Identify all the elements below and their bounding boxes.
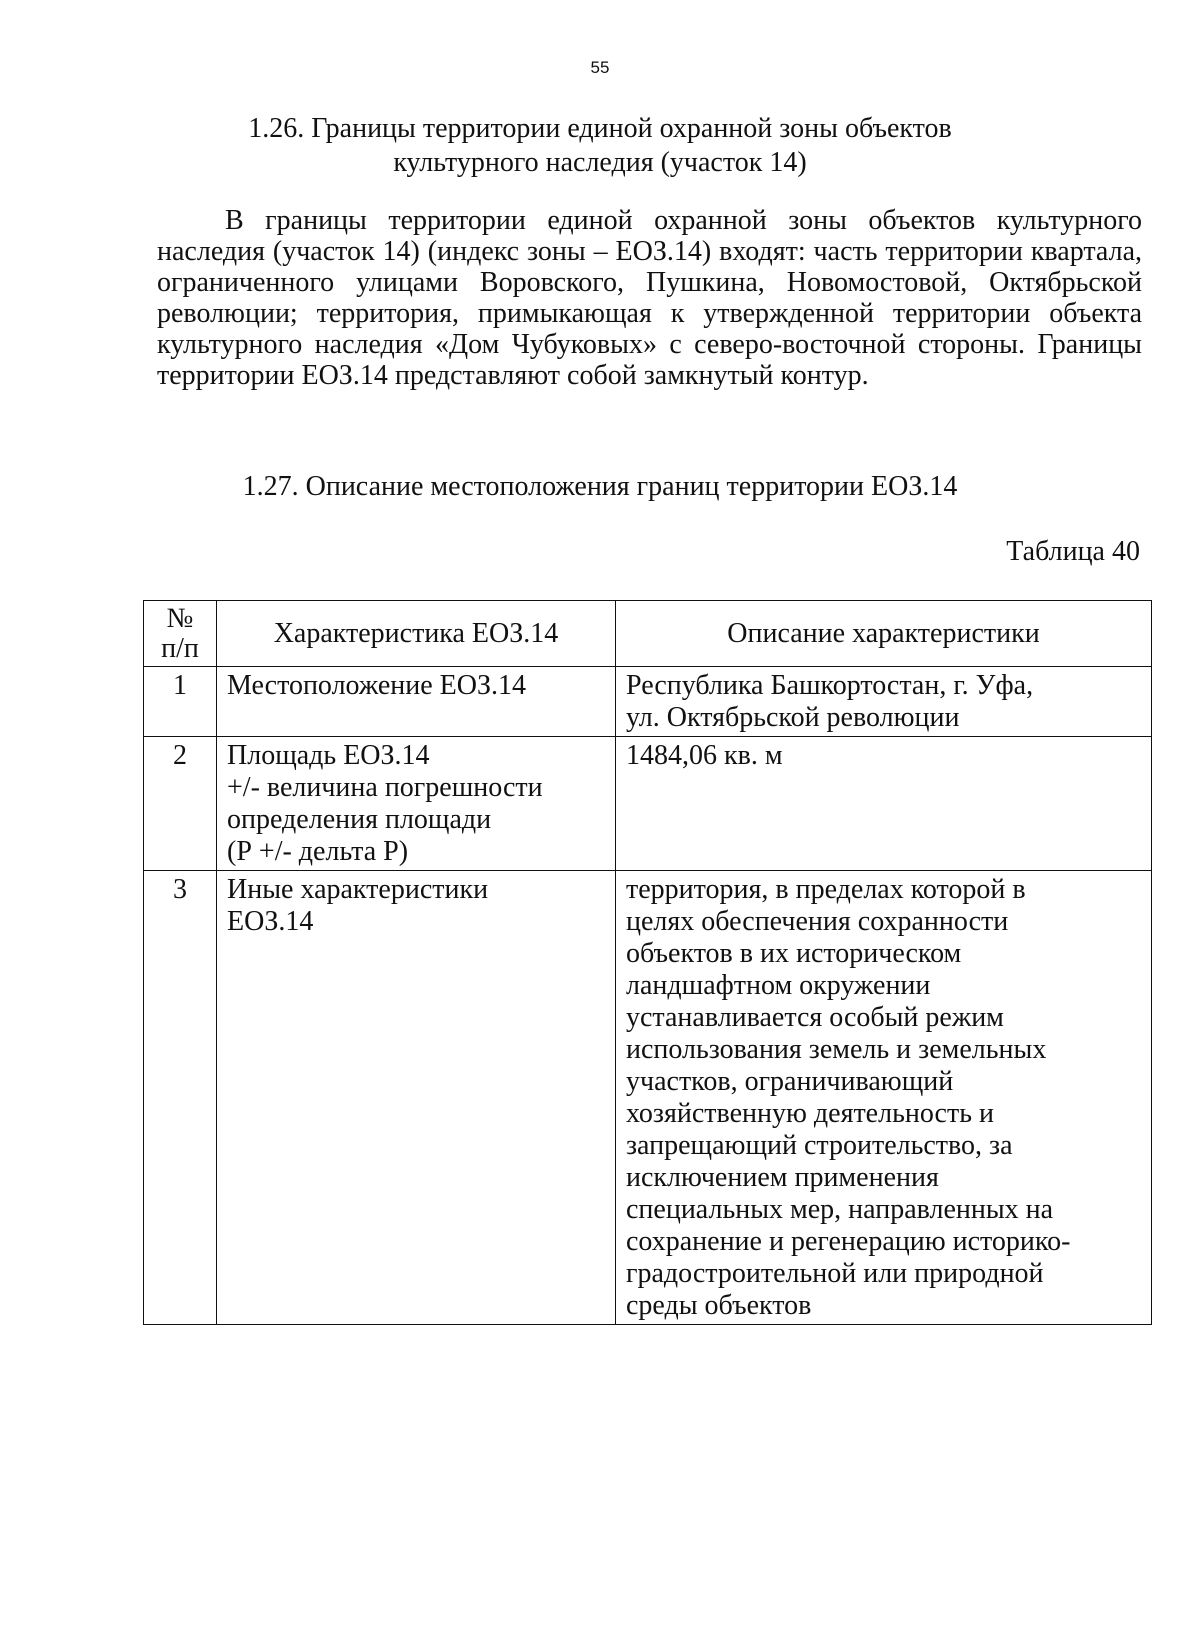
- row-characteristic: Площадь ЕОЗ.14 +/- величина погрешности определения площади (Р +/- дельта Р): [217, 737, 616, 871]
- section-title-line-2: культурного наследия (участок 14): [393, 147, 807, 178]
- header-number: № п/п: [144, 601, 217, 667]
- row-number: 3: [144, 871, 217, 1325]
- section-title: [150, 112, 1050, 180]
- table-header-row: [144, 601, 1152, 667]
- table-row: [144, 667, 1152, 737]
- subsection-title: 1.27. Описание местоположения границ территории ЕОЗ.14: [242, 471, 958, 502]
- row-description: 1484,06 кв. м: [616, 737, 1152, 871]
- row-number: 2: [144, 737, 217, 871]
- table-row: [144, 737, 1152, 871]
- section-title-line-1: 1.26. Границы территории единой охранной зоны объектов: [248, 113, 952, 144]
- header-characteristic: Характеристика ЕОЗ.14: [217, 601, 616, 667]
- page-number: 55: [590, 58, 610, 77]
- body-paragraph: В границы территории единой охранной зоны объектов культурного наследия (участок 14) (индекс зоны – ЕОЗ.14) входят: часть территории квартала, ограниченного улицами Воровского, Пушкина, Новомостовой, Октябрьской революции; территория, примыкающая к утвержденной территории объекта культурного наследия «Дом Чубуковых» с северо-восточной стороны. Границы территории ЕОЗ.14 представляют собой замкнутый контур.: [157, 205, 1142, 391]
- header-description: Описание характеристики: [616, 601, 1152, 667]
- row-description: Республика Башкортостан, г. Уфа, ул. Октябрьской революции: [616, 667, 1152, 737]
- row-characteristic: Иные характеристики ЕОЗ.14: [217, 871, 616, 1325]
- table-caption: Таблица 40: [1006, 536, 1140, 567]
- row-description: территория, в пределах которой в целях обеспечения сохранности объектов в их историческом ландшафтном окружении устанавливается особый режим использования земель и земельных участков, ограничивающий хозяйственную деятельность и запрещающий строительство, за исключением применения специальных мер, направленных на сохранение и регенерацию историко- градостроительной или природной среды объектов: [616, 871, 1152, 1325]
- characteristics-table: [143, 600, 1152, 1325]
- row-characteristic: Местоположение ЕОЗ.14: [217, 667, 616, 737]
- table-row: [144, 871, 1152, 1325]
- row-number: 1: [144, 667, 217, 737]
